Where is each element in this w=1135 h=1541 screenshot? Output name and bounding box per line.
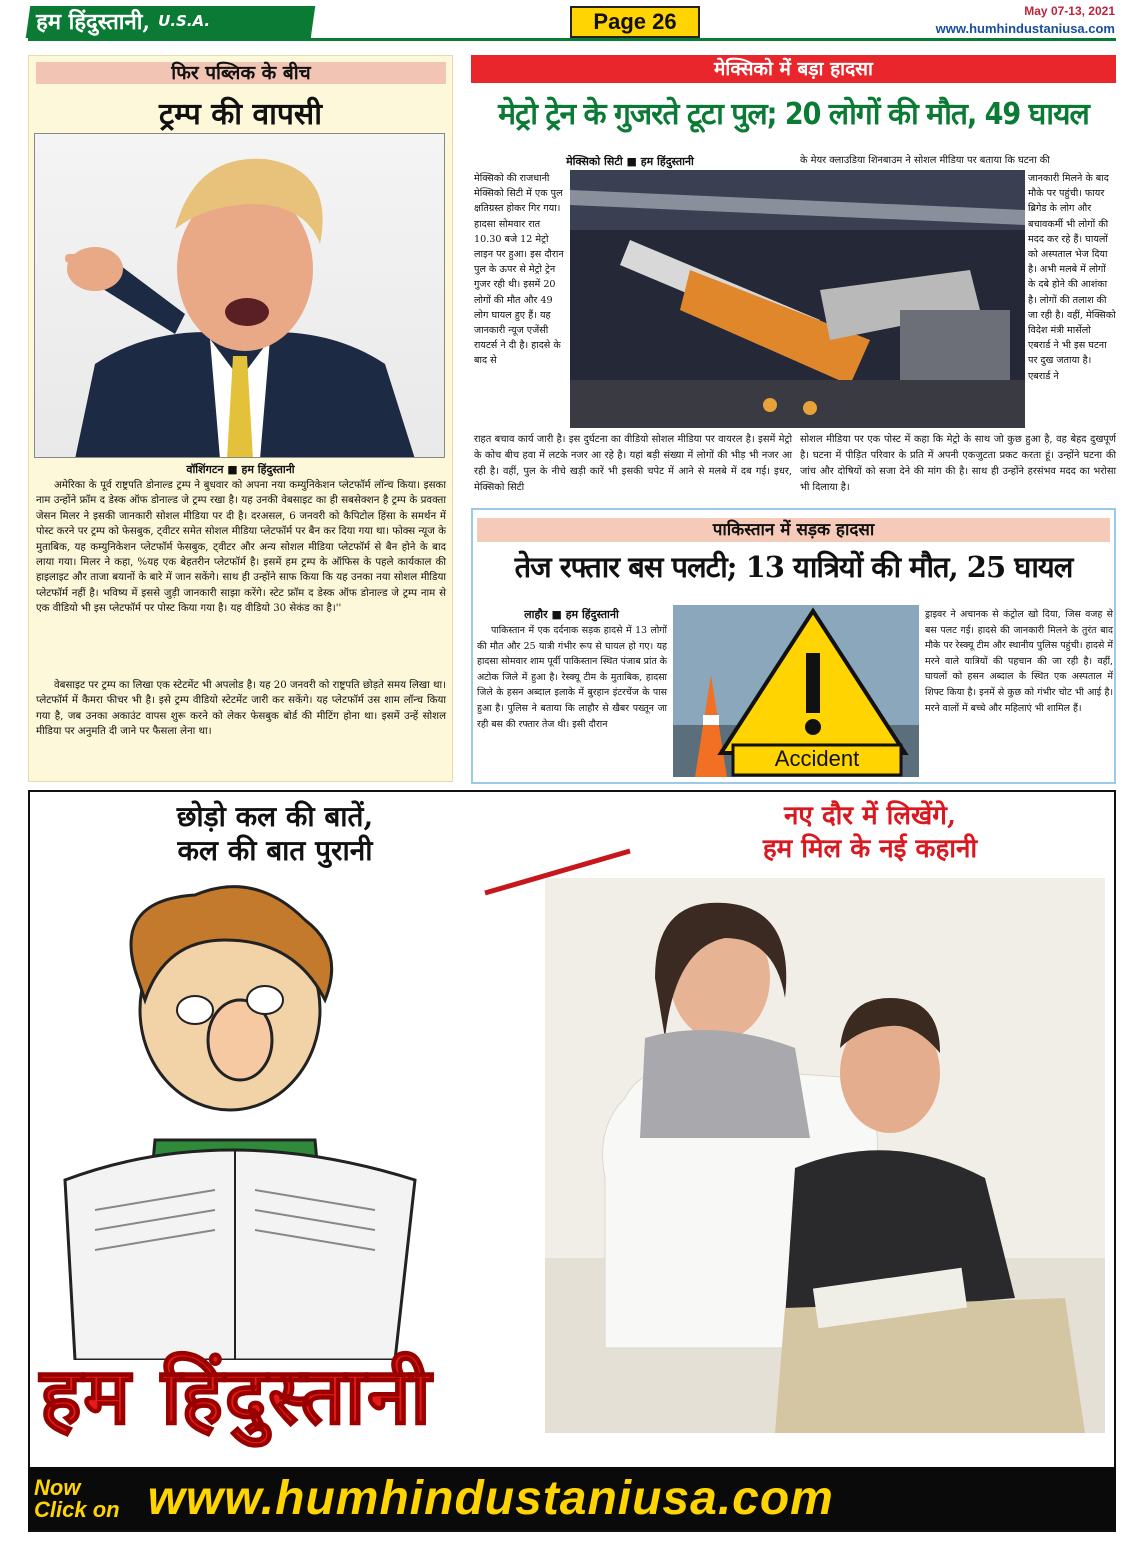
ad-footer-bar[interactable] <box>28 1467 1116 1530</box>
mexico-right-col: जानकारी मिलने के बाद मौके पर पहुंची। फायर ब्रिगेड के लोग और बचावकर्मी भी लोगों की मदद कर रहे हैं। घायलों को अस्पताल भेज दिया है। अभी मलबे में लोगों के दबे होने की आशंका है। लोगों की तलाश की जा रही है। वहीं, मेक्सिको विदेश मंत्री मार्सेलो एबरार्ड ने भी इस घटना पर दुख जताया है। एबरार्ड ने <box>1028 173 1116 382</box>
mexico-headline: मेट्रो ट्रेन के गुजरते टूटा पुल; 20 लोगों की मौत, 49 घायल <box>498 97 1089 132</box>
page-number: Page 26 <box>570 6 700 38</box>
ad-left-line-1: छोड़ो कल की बातें, <box>176 800 374 833</box>
mexico-top-right: के मेयर क्लाउडिया शिनबाउम ने सोशल मीडिया पर बताया कि घटना की <box>800 155 1050 166</box>
masthead <box>26 6 315 38</box>
couple-reading-photo <box>545 878 1105 1433</box>
header-rule <box>28 38 1116 41</box>
ad-right-slogan <box>640 800 1100 866</box>
trump-kicker: फिर पब्लिक के बीच <box>36 62 446 84</box>
ad-left-slogan <box>90 800 460 868</box>
ad-brand-wordmark: हम हिंदुस्तानी <box>40 1351 433 1442</box>
mexico-left-col: मेक्सिको की राजधानी मेक्सिको सिटी में एक पुल क्षतिग्रस्त होकर गिर गया। हादसा सोमवार रात 10.30 बजे 12 मेट्रो लाइन पर हुआ। इस दौरान पुल के ऊपर से मेट्रो ट्रेन गुजर रही थी। इसमें 20 लोगों की मौत और 49 लोग घायल हुए हैं। यह जानकारी न्यूज एजेंसी रायटर्स ने दी है। हादसे के बाद से <box>474 173 564 367</box>
trump-photo <box>34 133 445 458</box>
ad-cta-click: Click on <box>34 1496 120 1522</box>
mexico-bottom-right: सोशल मीडिया पर एक पोस्ट में कहा कि मेट्रो के साथ जो कुछ हुआ है, वह बेहद दुखपूर्ण है। घटना में पीड़ित परिवार के प्रति में अपनी एकजुटता प्रकट करता हूं। उन्होंने घटना की जांच और दोषियों को सजा देने की मांग की है। साथ ही उन्होंने हरसंभव मदद का भरोसा भी दिलाया है। <box>800 434 1116 493</box>
pakistan-right-col: ड्राइवर ने अचानक से कंट्रोल खो दिया, जिस वजह से बस पलट गई। हादसे की जानकारी मिलने के तुरंत बाद मौके पर रेस्क्यू टीम और स्थानीय पुलिस पहुंची। हादसे में मरने वाले यात्रियों की पहचान की जा रही है। वहीं, घायलों को हसन अब्दाल के स्थित एक अस्पताल में शिफ्ट किया है। इनमें से कुछ को गंभीर चोट भी आई है। मरने वालों में बच्चे और महिलाएं भी शामिल हैं। <box>925 609 1113 714</box>
pakistan-byline: लाहौर ■ हम हिंदुस्तानी <box>524 608 619 621</box>
masthead-sub: U.S.A. <box>158 11 211 30</box>
mexico-byline: मेक्सिको सिटी ■ हम हिंदुस्तानी <box>566 155 694 168</box>
header-url[interactable]: www.humhindustaniusa.com <box>935 21 1115 36</box>
metro-collapse-photo <box>570 170 1025 428</box>
mexico-banner: मेक्सिको में बड़ा हादसा <box>471 55 1116 83</box>
mexico-bottom-left: राहत बचाव कार्य जारी है। इस दुर्घटना का वीडियो सोशल मीडिया पर वायरल है। इसमें मेट्रो के कोच बीच हवा में लटके नजर आ रहे है। यहां बड़ी संख्या में लोगों की भीड़ भी नजर आ रही है। वहीं, पुल के नीचे खड़ी कारें भी इसकी चपेट में आने से मलबे में दब गई। इधर, मेक्सिको सिटी <box>474 434 792 493</box>
issue-date: May 07-13, 2021 <box>1024 4 1115 18</box>
accident-sign-photo <box>673 605 919 777</box>
ad-website-link[interactable]: www.humhindustaniusa.com <box>147 1472 834 1525</box>
ad-right-line-1: नए दौर में लिखेंगे, <box>783 801 956 831</box>
pakistan-headline: तेज रफ्तार बस पलटी; 13 यात्रियों की मौत, 25 घायल <box>514 550 1073 584</box>
ad-left-line-2: कल की बात पुरानी <box>177 834 373 867</box>
trump-byline: वॉशिंगटन ■ हम हिंदुस्तानी <box>186 463 295 476</box>
ad-cta <box>28 1474 120 1522</box>
trump-headline: ट्रम्प की वापसी <box>159 97 322 132</box>
trump-para-1: अमेरिका के पूर्व राष्ट्रपति डोनाल्ड ट्रम्प ने बुधवार को अपना नया कम्युनिकेशन प्लेटफॉर्म लॉन्च किया। इसका नाम उन्होंने फ्रॉम द डेस्क ऑफ डोनाल्ड जे ट्रम्प रखा है। यह उनकी वेबसाइट का ही सबसेक्शन है ट्रम्प के प्रवक्ता जेसन मिलर ने इसकी जानकारी सोशल मीडिया पर दी है। दरअसल, 6 जनवरी को कैपिटोल हिंसा के समर्थन में पोस्ट करने पर ट्रम्प को फेसबुक, ट्वीटर समेत सोशल मीडिया प्लेटफॉर्म पर बैन कर दिया गया था। फोक्स न्यूज के मुताबिक, यह कम्युनिकेशन प्लेटफॉर्म फेसबुक, ट्वीटर और अन्य सोशल मीडिया प्लेटफॉर्म से बैन होने के बाद लाया गया। मिलर ने कहा, %यह एक बेहतरीन प्लेटफॉर्म है। इसमें हम ट्रम्प के ऑफिस के पहले कार्यकाल की हाइलाइट और ताजा बयानों के बारे में जान सकेंगे। साथ ही उन्होंने साफ किया कि यह उनका नया सोशल मीडिया प्लेटफॉर्म नहीं है। भविष्य में इससे जुड़ी जानकारी साझा करेंगे। स्टेट फ्रॉम द डेस्क ऑफ डोनाल्ड जे ट्रम्प नाम से एक वीडियो भी इस प्लेटफॉर्म पर पोस्ट किया गया है। यह वीडियो 30 सेकंड का है।'' <box>36 480 446 615</box>
pakistan-left-col: पाकिस्तान में एक दर्दनाक सड़क हादसे में 13 लोगों की मौत और 25 यात्री गंभीर रूप से घायल हो गए। यह हादसा सोमवार शाम पूर्वी पाकिस्तान स्थित पंजाब प्रांत के अटोक जिले में हुआ है। रेस्क्यू टीम के मुताबिक, हादसा जिले के हसन अब्दाल इलाके में बुरहान इंटरचेंज के पास हुआ है। पुलिस ने बताया कि लाहौर से खैबर पख्तून जा रही बस की रफ्तार तेज थी। इसी दौरान <box>477 625 667 730</box>
trump-para-2: वेबसाइट पर ट्रम्प का लिखा एक स्टेटमेंट भी अपलोड है। यह 20 जनवरी को राष्ट्रपति छोड़ते समय लिखा था। प्लेटफॉर्म में कैमरा फीचर भी है। इसे ट्रम्प वीडियो स्टेटमेंट जारी कर सकेंगे। यह प्लेटफॉर्म उस शाम लॉन्च किया गया है, जब उनका अकाउंट वापस शुरू करने को लेकर फेसबुक बोर्ड की मीटिंग होना था। इसमें उन्हें सोशल मीडिया पर अनुमति दी जाने पर फैसला लेना था। <box>36 680 446 738</box>
ad-right-line-2: हम मिल के नई कहानी <box>762 834 978 864</box>
ad-cta-now: Now <box>34 1474 81 1500</box>
masthead-title: हम हिंदुस्तानी, <box>36 8 151 35</box>
pakistan-banner: पाकिस्तान में सड़क हादसा <box>477 518 1110 542</box>
accident-sign-text: Accident <box>774 746 860 771</box>
cartoon-boy-newspaper <box>55 880 455 1360</box>
